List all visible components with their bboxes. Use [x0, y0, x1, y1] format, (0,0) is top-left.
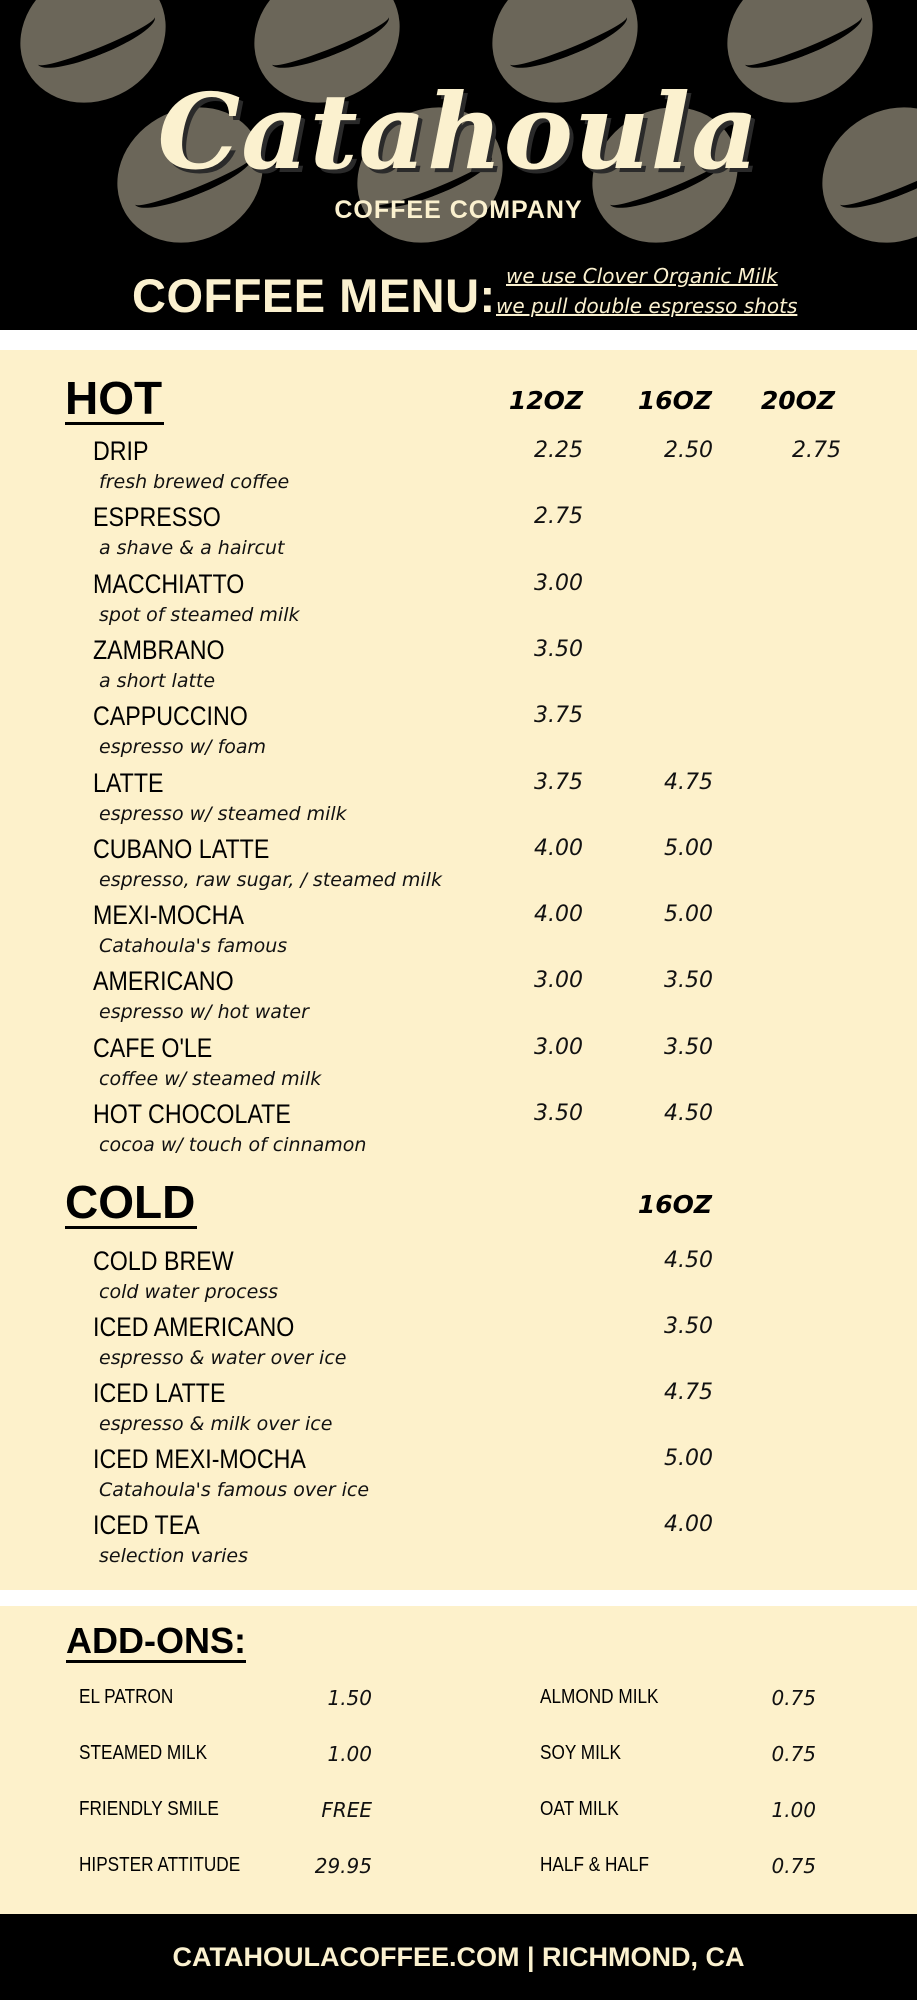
item-price: 3.00: [534, 1034, 583, 1060]
menu-item: [93, 834, 873, 900]
item-price: 3.50: [534, 636, 583, 662]
footer-bar: CATAHOULACOFFEE.COM | RICHMOND, CA: [0, 1914, 917, 2000]
addon-name: FRIENDLY SMILE: [79, 1798, 219, 1820]
item-price: 4.00: [534, 835, 583, 861]
header-banner: [0, 0, 917, 330]
item-name: LATTE: [93, 767, 164, 798]
brand-subtitle: COFFEE COMPANY: [334, 196, 583, 224]
item-name: ICED TEA: [93, 1510, 200, 1540]
item-description: coffee w/ steamed milk: [99, 1067, 322, 1090]
item-price: 3.75: [534, 703, 583, 729]
item-price: 2.25: [534, 438, 583, 463]
item-description: fresh brewed coffee: [99, 471, 290, 493]
item-price: 4.00: [664, 1512, 713, 1537]
item-price: 5.00: [664, 835, 713, 861]
addon-price: 0.75: [771, 1686, 816, 1710]
item-name: MACCHIATTO: [93, 568, 245, 599]
item-price: 2.50: [664, 438, 713, 463]
menu-item: [93, 768, 873, 834]
item-description: espresso, raw sugar, / steamed milk: [99, 868, 442, 891]
item-description: espresso w/ steamed milk: [99, 802, 347, 825]
item-name: CAFE O'LE: [93, 1032, 213, 1063]
menu-item: [93, 1099, 873, 1165]
menu-item: [93, 966, 873, 1032]
menu-item: [93, 1033, 873, 1099]
addon-price: 1.00: [771, 1798, 816, 1822]
addons-panel: [0, 1606, 917, 1914]
menu-item: [93, 1246, 873, 1312]
item-description: espresso w/ foam: [99, 736, 267, 759]
item-name: COLD BREW: [93, 1246, 234, 1276]
brand-name: Catahoula: [157, 70, 760, 193]
item-price: 3.50: [664, 1034, 713, 1060]
item-name: CAPPUCCINO: [93, 701, 248, 732]
menu-item: [93, 1510, 873, 1576]
size-header-12oz: 12OZ: [508, 386, 583, 415]
item-description: espresso & water over ice: [99, 1347, 347, 1369]
menu-item: [93, 635, 873, 701]
menu-item: [93, 900, 873, 966]
item-price: 5.00: [664, 902, 713, 928]
addon-name: STEAMED MILK: [79, 1742, 208, 1764]
item-price: 4.50: [664, 1248, 713, 1273]
item-price: 4.75: [664, 1380, 713, 1405]
item-description: a shave & a haircut: [99, 537, 285, 560]
item-description: Catahoula's famous: [99, 935, 288, 958]
menu-panel: [0, 350, 917, 1590]
item-description: spot of steamed milk: [99, 603, 300, 626]
item-name: ESPRESSO: [93, 502, 221, 533]
item-price: 5.00: [664, 1446, 713, 1471]
menu-item: [93, 701, 873, 767]
item-price: 4.00: [534, 902, 583, 928]
item-name: ZAMBRANO: [93, 634, 225, 665]
item-name: ICED MEXI-MOCHA: [93, 1444, 306, 1474]
item-price: 3.00: [534, 570, 583, 596]
menu-item: [93, 569, 873, 635]
menu-note-espresso: we pull double espresso shots: [496, 294, 798, 318]
addon-price: 29.95: [314, 1854, 372, 1878]
addons-title: ADD-ONS:: [66, 1620, 246, 1661]
item-description: espresso & milk over ice: [99, 1413, 333, 1435]
item-name: ICED LATTE: [93, 1378, 226, 1408]
addon-name: EL PATRON: [79, 1686, 174, 1708]
item-price: 4.75: [664, 769, 713, 795]
addon-name: ALMOND MILK: [540, 1686, 659, 1708]
item-price: 3.50: [664, 1314, 713, 1339]
menu-title: COFFEE MENU:: [132, 269, 496, 322]
item-name: AMERICANO: [93, 966, 234, 997]
addon-name: HIPSTER ATTITUDE: [79, 1854, 241, 1876]
addon-price: FREE: [321, 1798, 372, 1822]
item-price: 3.50: [664, 968, 713, 994]
item-description: cocoa w/ touch of cinnamon: [99, 1134, 367, 1156]
menu-item: [93, 1312, 873, 1378]
item-description: cold water process: [99, 1281, 279, 1303]
size-header-cold-16oz: 16OZ: [637, 1190, 712, 1219]
item-name: DRIP: [93, 436, 149, 466]
item-name: HOT CHOCOLATE: [93, 1099, 291, 1129]
addon-price: 1.00: [327, 1742, 372, 1766]
item-price: 3.00: [534, 968, 583, 994]
size-header-16oz: 16OZ: [637, 386, 712, 415]
section-title-hot: HOT: [65, 372, 163, 424]
item-name: CUBANO LATTE: [93, 833, 270, 864]
addon-price: 1.50: [327, 1686, 372, 1710]
addon-name: HALF & HALF: [540, 1854, 649, 1876]
item-price: 4.50: [664, 1101, 713, 1126]
item-price: 2.75: [792, 438, 841, 463]
menu-item: [93, 1378, 873, 1444]
item-description: a short latte: [99, 669, 216, 692]
menu-item: [93, 1444, 873, 1510]
item-price: 3.75: [534, 769, 583, 795]
item-description: Catahoula's famous over ice: [99, 1479, 370, 1501]
section-title-cold: COLD: [65, 1176, 196, 1228]
addon-price: 0.75: [771, 1854, 816, 1878]
item-description: selection varies: [99, 1545, 249, 1567]
item-price: 3.50: [534, 1101, 583, 1126]
item-description: espresso w/ hot water: [99, 1001, 309, 1024]
item-name: MEXI-MOCHA: [93, 900, 244, 931]
menu-note-milk: we use Clover Organic Milk: [506, 264, 778, 288]
menu-item: [93, 436, 873, 502]
addon-name: SOY MILK: [540, 1742, 621, 1764]
item-price: 2.75: [534, 504, 583, 530]
addon-name: OAT MILK: [540, 1798, 619, 1820]
item-name: ICED AMERICANO: [93, 1312, 295, 1342]
addon-price: 0.75: [771, 1742, 816, 1766]
menu-item: [93, 502, 873, 568]
size-header-20oz: 20OZ: [760, 386, 835, 415]
